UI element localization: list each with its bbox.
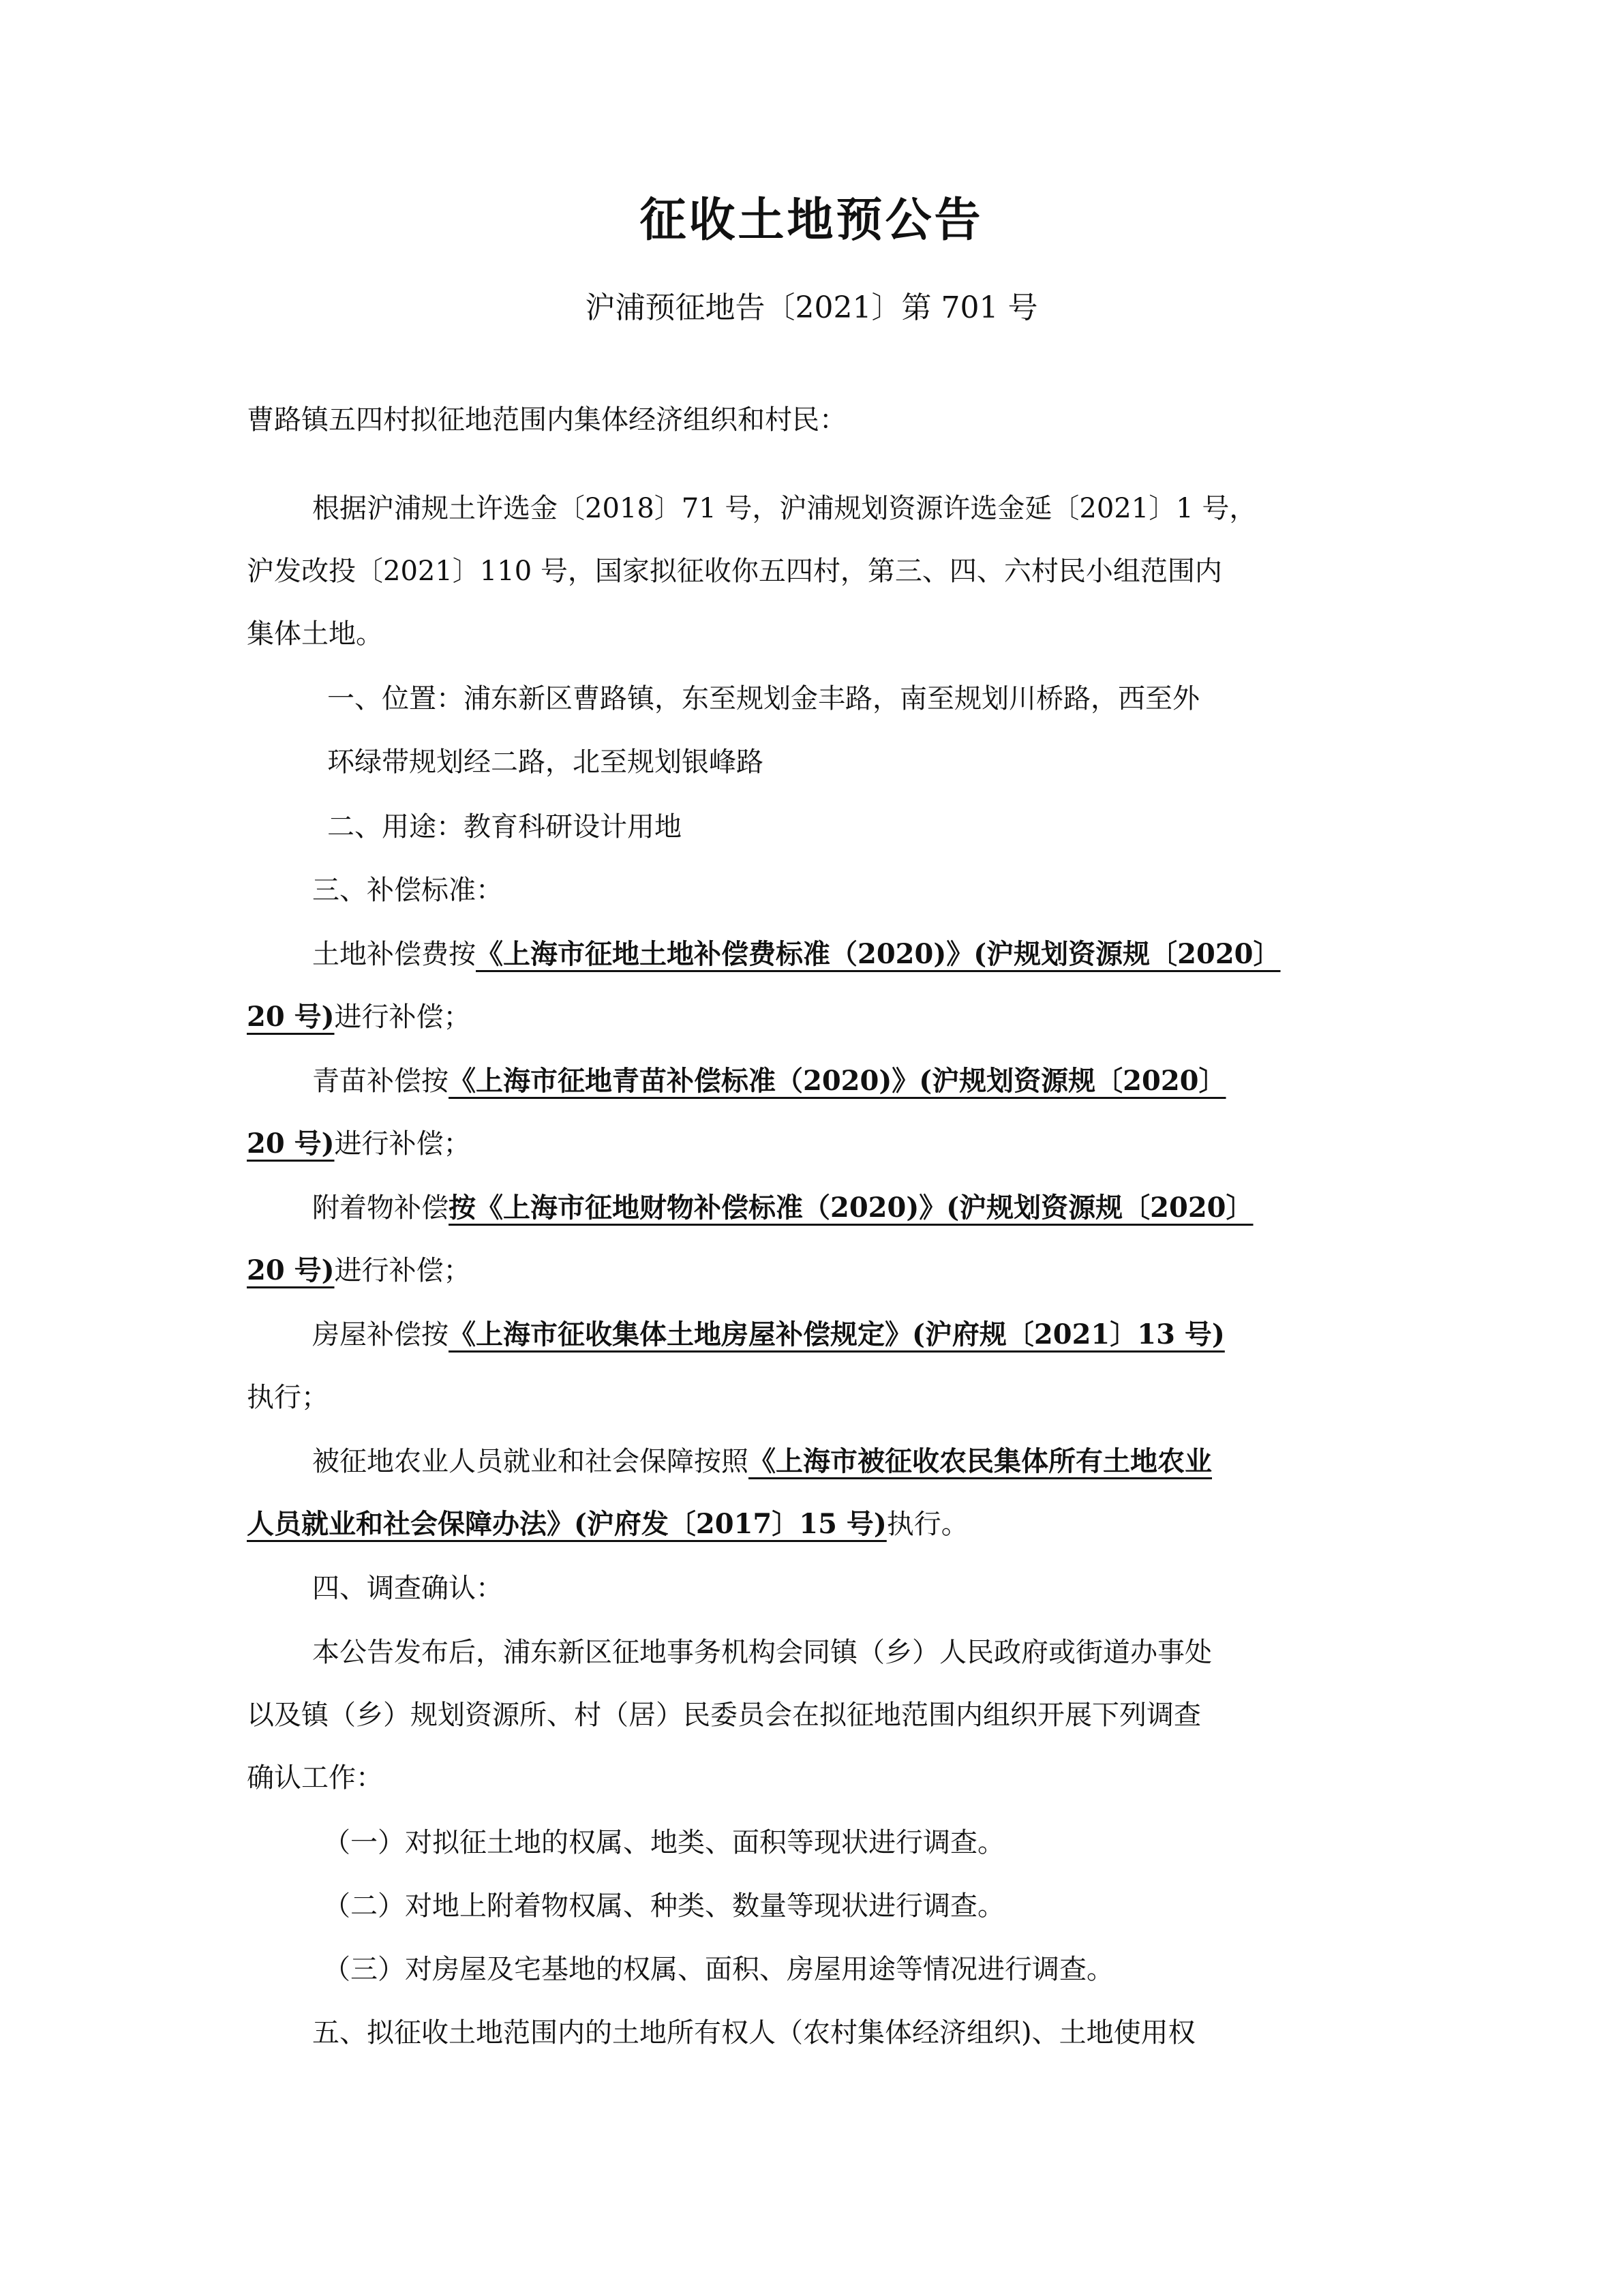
land-compensation-reference: 《上海市征地土地补偿费标准（2020)》(沪规划资源规〔2020〕	[476, 938, 1281, 970]
compensation-heading: 三、补偿标准：	[312, 875, 503, 906]
house-compensation-prefix: 房屋补偿按	[312, 1319, 449, 1350]
attachment-compensation-suffix: 进行补偿；	[334, 1255, 471, 1286]
location-line-1: 一、位置：浦东新区曹路镇，东至规划金丰路，南至规划川桥路，西至外	[327, 683, 1200, 714]
social-security-reference-cont: 人员就业和社会保障办法》(沪府发〔2017〕15 号)	[247, 1508, 887, 1540]
house-compensation-line-1	[312, 1318, 1225, 1350]
location-line-2: 环绿带规划经二路，北至规划银峰路	[327, 746, 763, 778]
social-security-line-2	[247, 1508, 969, 1540]
survey-intro-line-2: 以及镇（乡）规划资源所、村（居）民委员会在拟征地范围内组织开展下列调查	[247, 1700, 1201, 1731]
section-five-line-1: 五、拟征收土地范围内的土地所有权人（农村集体经济组织)、土地使用权	[312, 2017, 1196, 2049]
attachment-compensation-reference-cont: 20 号)	[247, 1254, 335, 1286]
social-security-suffix: 执行。	[886, 1509, 969, 1540]
crop-compensation-line-1	[312, 1065, 1226, 1097]
document-title: 征收土地预公告	[639, 194, 984, 247]
attachment-compensation-prefix: 附着物补偿	[312, 1192, 449, 1224]
survey-item: （二）对地上附着物权属、种类、数量等现状进行调查。	[323, 1890, 1005, 1922]
crop-compensation-reference: 《上海市征地青苗补偿标准（2020)》(沪规划资源规〔2020〕	[449, 1065, 1226, 1097]
house-compensation-line-2: 执行；	[247, 1382, 329, 1413]
social-security-line-1	[312, 1445, 1212, 1477]
document-number: 沪浦预征地告〔2021〕第 701 号	[585, 290, 1038, 325]
land-compensation-line-2	[247, 1003, 471, 1031]
usage-line: 二、用途：教育科研设计用地	[327, 811, 682, 843]
land-compensation-suffix: 进行补偿；	[334, 1001, 471, 1033]
survey-item: （三）对房屋及宅基地的权属、面积、房屋用途等情况进行调查。	[323, 1954, 1114, 1985]
intro-line-3: 集体土地。	[247, 618, 383, 650]
attachment-compensation-line-1	[312, 1194, 1254, 1222]
social-security-prefix: 被征地农业人员就业和社会保障按照	[312, 1446, 748, 1477]
salutation: 曹路镇五四村拟征地范围内集体经济组织和村民：	[247, 404, 847, 436]
crop-compensation-reference-cont: 20 号)	[247, 1128, 335, 1160]
crop-compensation-prefix: 青苗补偿按	[312, 1066, 449, 1097]
intro-line-2: 沪发改投〔2021〕110 号，国家拟征收你五四村，第三、四、六村民小组范围内	[247, 556, 1222, 587]
land-compensation-reference-cont: 20 号)	[247, 1001, 335, 1033]
house-compensation-reference: 《上海市征收集体土地房屋补偿规定》(沪府规〔2021〕13 号)	[449, 1318, 1225, 1350]
attachment-compensation-line-2	[247, 1254, 471, 1286]
survey-heading: 四、调查确认：	[312, 1573, 503, 1604]
land-compensation-prefix: 土地补偿费按	[312, 939, 476, 970]
social-security-reference: 《上海市被征收农民集体所有土地农业	[748, 1445, 1212, 1477]
survey-item: （一）对拟征土地的权属、地类、面积等现状进行调查。	[323, 1827, 1005, 1858]
land-compensation-line-1	[312, 938, 1281, 970]
crop-compensation-line-2	[247, 1130, 471, 1158]
survey-intro-line-1: 本公告发布后，浦东新区征地事务机构会同镇（乡）人民政府或街道办事处	[312, 1637, 1212, 1668]
intro-line-1: 根据沪浦规土许选金〔2018〕71 号，沪浦规划资源许选金延〔2021〕1 号，	[312, 493, 1257, 524]
attachment-compensation-reference: 按《上海市征地财物补偿标准（2020)》(沪规划资源规〔2020〕	[449, 1192, 1254, 1224]
survey-intro-line-3: 确认工作：	[247, 1762, 383, 1794]
crop-compensation-suffix: 进行补偿；	[334, 1128, 471, 1160]
